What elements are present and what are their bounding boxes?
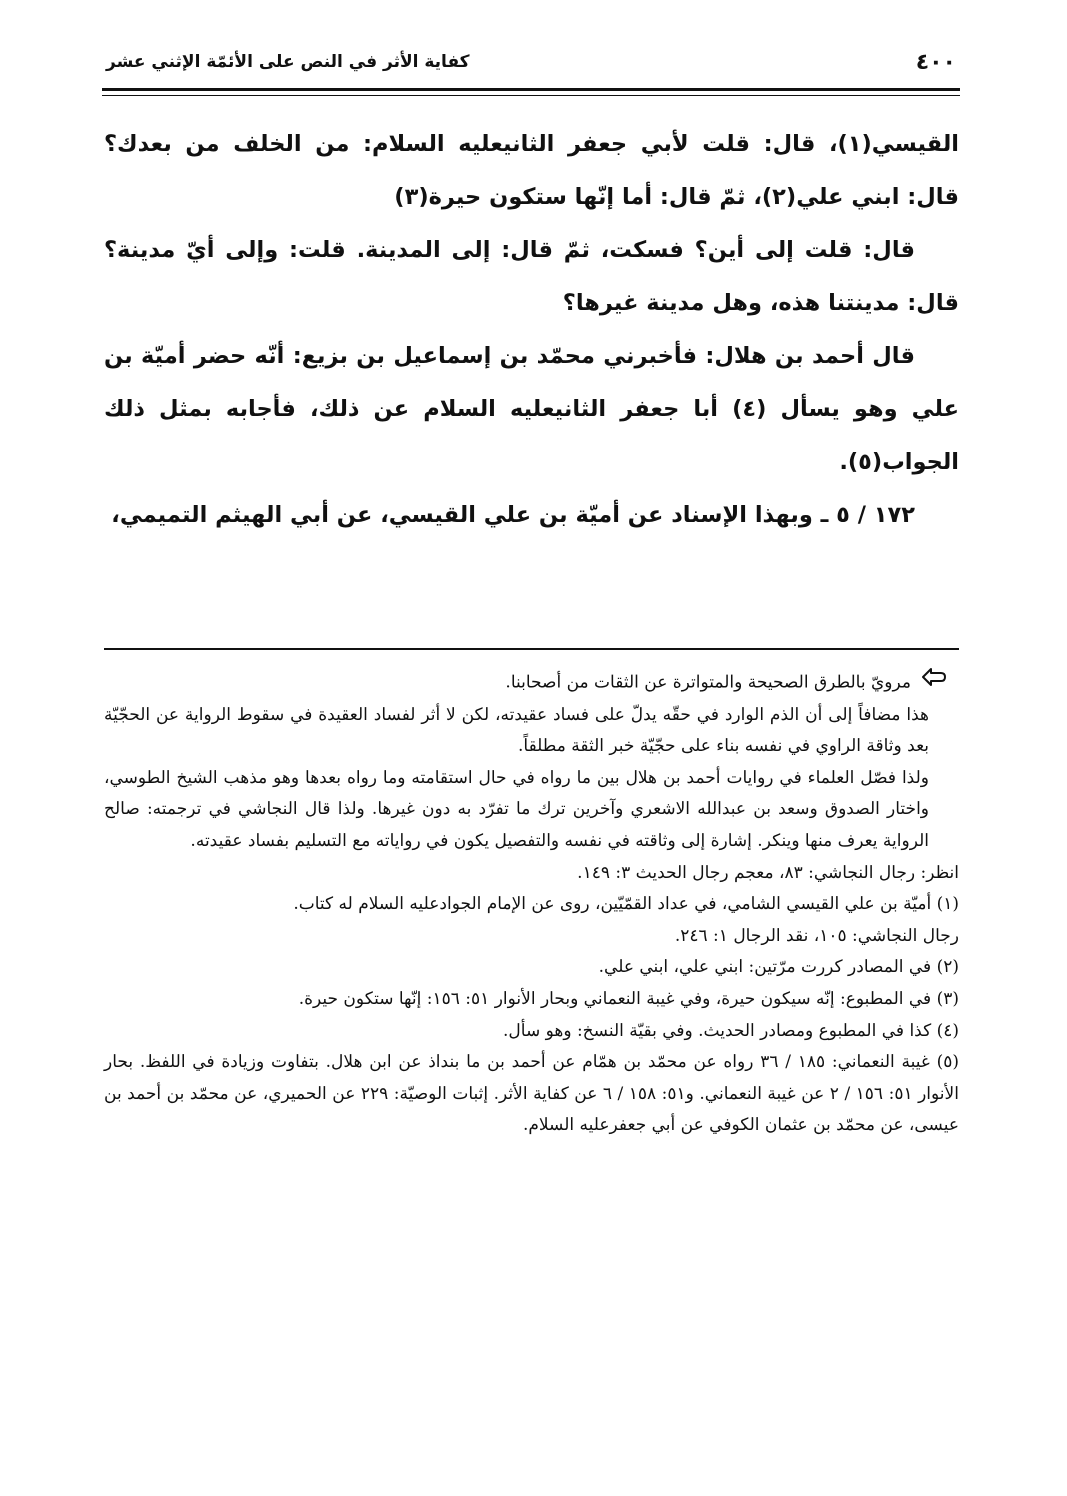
footnote-b: ولذا فصّل العلماء في روايات أحمد بن هلال بين ما رواه في حال استقامته وما رواه بعدها وهو مذهب الشيخ الطوسي، واختار الصدوق وسعد بن عبدالله الاشعري وآخرين ترك ما تفرّد به دون غيرها. ولذا قال النجاشي في ترجمته: صالح الرواية يعرف منها وينكر. إشارة إلى وثاقته في نفسه والتفصيل يكون في رواياته مع التسليم بفساد عقيدته.	[104, 767, 929, 851]
footnote-4: (٤) كذا في المطبوع ومصادر الحديث. وفي بقيّة النسخ: وهو سأل.	[503, 1020, 959, 1041]
paragraph-1: القيسي(١)، قال: قلت لأبي جعفر الثانيعليه السلام: من الخلف من بعدك؟ قال: ابني علي(٢)، ثمّ قال: أما إنّها ستكون حيرة(٣)	[104, 131, 959, 210]
paragraph-4: ١٧٢ / ٥ ـ وبهذا الإسناد عن أميّة بن علي القيسي، عن أبي الهيثم التميمي،	[111, 502, 915, 528]
main-text	[104, 118, 959, 542]
footnote-2: (٢) في المصادر كررت مرّتين: ابني علي، ابني علي.	[598, 957, 959, 978]
page-header	[102, 42, 960, 92]
footnote-5: (٥) غيبة النعماني: ١٨٥ / ٣٦ رواه عن محمّد بن همّام عن أحمد بن ما بنداذ عن ابن هلال. بتفاوت وزيادة في اللفظ. بحار الأنوار ٥١: ١٥٦ / ٢ عن غيبة النعماني. و٥١: ١٥٨ / ٦ عن كفاية الأثر. إثبات الوصيّة: ٢٢٩ عن الحميري، عن محمّد بن أحمد بن عيسى، عن محمّد بن عثمان الكوفي عن أبي جعفرعليه السلام.	[104, 1052, 960, 1136]
running-title: كفاية الأثر في النص على الأئمّة الإثني عشر	[106, 52, 470, 72]
header-rule	[102, 88, 960, 96]
paragraph-2: قال: قلت إلى أين؟ فسكت، ثمّ قال: إلى المدينة. قلت: وإلى أيّ مدينة؟ قال: مدينتنا هذه، وهل مدينة غيرها؟	[104, 237, 959, 316]
footnote-1-refs: رجال النجاشي: ١٠٥، نقد الرجال ١: ٢٤٦.	[674, 925, 959, 946]
footnote-3: (٣) في المطبوع: إنّه سيكون حيرة، وفي غيبة النعماني وبحار الأنوار ٥١: ١٥٦: إنّها ستكون حيرة.	[298, 988, 959, 1009]
footnote-intro	[104, 666, 959, 700]
footnote-intro-text: مرويّ بالطرق الصحيحة والمتواترة عن الثقات من أصحابنا.	[505, 672, 911, 693]
footnote-a: هذا مضافاً إلى أن الذم الوارد في حقّه يدلّ على فساد عقيدته، لكن لا أثر لفساد العقيدة في سقوط الرواية عن الحجّيّة بعد وثاقة الراوي في نفسه بناء على حجّيّة خبر الثقة مطلقاً.	[104, 704, 929, 757]
page-number: ٤٠٠	[915, 50, 956, 75]
footnote-c: انظر: رجال النجاشي: ٨٣، معجم رجال الحديث ٣: ١٤٩.	[577, 862, 959, 883]
paragraph-3: قال أحمد بن هلال: فأخبرني محمّد بن إسماعيل بن بزيع: أنّه حضر أميّة بن علي وهو يسأل (٤) أبا جعفر الثانيعليه السلام عن ذلك، فأجابه بمثل ذلك الجواب(٥).	[104, 343, 960, 475]
pointing-hand-icon	[919, 666, 947, 700]
footnote-1: (١) أميّة بن علي القيسي الشامي، في عداد القمّيّين، روى عن الإمام الجوادعليه السلام له كتاب.	[293, 894, 959, 915]
footnote-separator	[104, 648, 959, 650]
footnotes	[104, 666, 959, 1142]
